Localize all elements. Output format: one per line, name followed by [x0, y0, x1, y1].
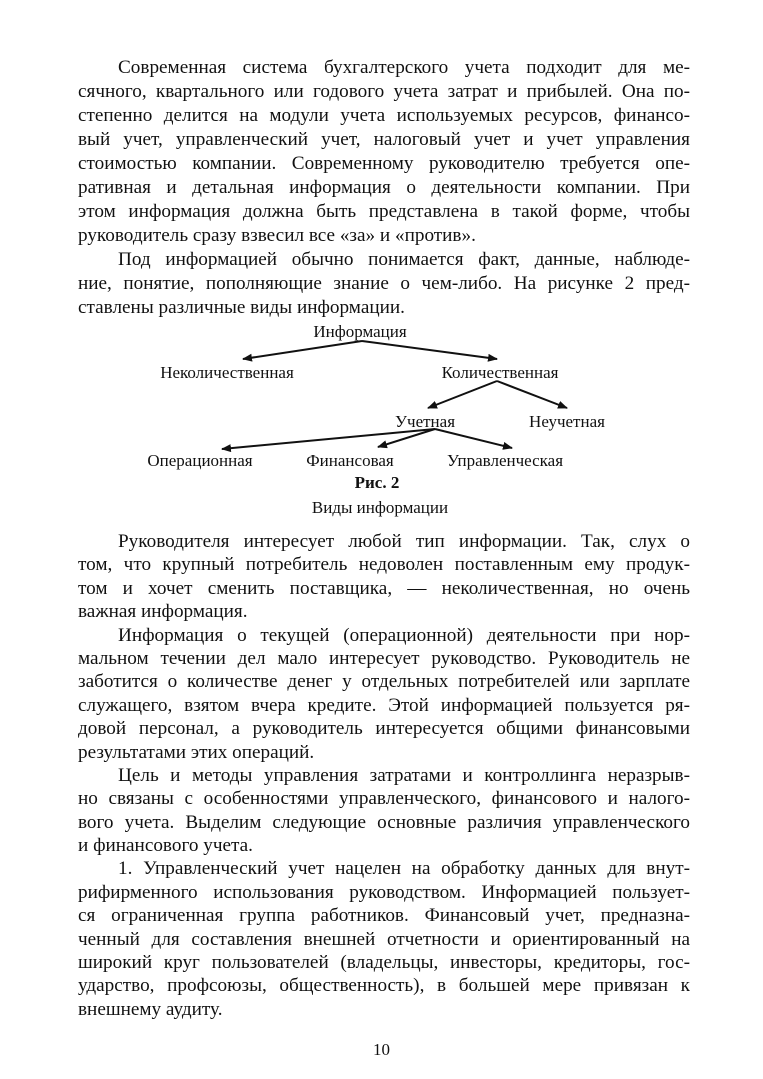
text-line: Цель и методы управления затратами и контроллинга неразрыв-: [118, 764, 690, 786]
text-line: ние, понятие, пополняющие знание о чем-либо. На рисунке 2 пред-: [78, 273, 690, 294]
text-line: ративная и детальная информация о деятельности компании. При: [78, 177, 690, 198]
arrow-quant-nonaccounting: [497, 381, 567, 408]
text-line: ся ограниченная группа работников. Финансовый учет, предназна-: [78, 905, 690, 927]
text-block-bottom: [78, 530, 690, 1021]
text-line: ударство, профсоюзы, общественность), в большей мере привязан к: [78, 975, 690, 997]
figure-caption: Виды информации: [311, 498, 449, 517]
text-line: Руководителя интересует любой тип информации. Так, слух о: [118, 531, 690, 552]
text-line: но связаны с особенностями управленческого, финансового и налого-: [78, 788, 690, 810]
text-line: и финансового учета.: [78, 835, 253, 857]
text-line: этом информация должна быть представлена в такой форме, чтобы: [78, 201, 690, 222]
text-line: Информация о текущей (операционной) деятельности при нор-: [118, 624, 690, 646]
text-line: ченный для составления внешней отчетности и ориентированный на: [78, 928, 690, 950]
text-line: важная информация.: [78, 601, 248, 623]
node-root: Информация: [313, 322, 407, 341]
node-accounting: Учетная: [394, 412, 456, 431]
information-types-diagram: [0, 0, 763, 530]
node-managerial: Управленческая: [446, 451, 564, 470]
text-line: руководитель сразу взвесил все «за» и «против».: [78, 225, 476, 246]
text-line: довой персонал, а руководитель интересуется общими финансовыми: [78, 718, 690, 740]
paragraph: [78, 530, 690, 624]
figure-label: Рис. 2: [354, 473, 400, 492]
paragraph: [78, 764, 690, 858]
text-line: вый учет, управленческий учет, налоговый учет и учет управления: [78, 129, 690, 150]
page-number: 10: [373, 1040, 390, 1059]
node-quant: Количественная: [441, 363, 559, 382]
text-line: результатами этих операций.: [78, 741, 315, 763]
text-line: стоимостью компании. Современному руководителю требуется опе-: [78, 153, 690, 174]
text-line: широкий круг пользователей (владельцы, инвесторы, кредиторы, гос-: [78, 952, 690, 974]
text-line: Под информацией обычно понимается факт, данные, наблюде-: [118, 249, 690, 270]
node-financial: Финансовая: [306, 451, 394, 470]
node-nonquant: Неколичественная: [160, 363, 294, 382]
text-line: рифирменного использования руководством. Информацией пользует-: [78, 881, 690, 903]
text-line: ставлены различные виды информации.: [78, 297, 405, 318]
text-line: внешнему аудиту.: [78, 998, 223, 1020]
text-line: вого учета. Выделим следующие основные различия управленческого: [78, 811, 690, 833]
arrow-root-nonquant: [243, 341, 362, 359]
paragraph: [78, 857, 690, 1021]
text-line: том и хочет сменить поставщика, — неколичественная, но очень: [78, 577, 690, 599]
node-operational: Операционная: [147, 451, 253, 470]
text-line: мальном течении дел мало интересует руководство. Руководитель не: [78, 647, 690, 669]
text-line: том, что крупный потребитель недоволен поставленным ему продук-: [78, 554, 690, 576]
arrow-root-quant: [362, 341, 497, 359]
arrow-accounting-managerial: [435, 429, 512, 448]
arrow-quant-accounting: [428, 381, 497, 408]
paragraph: [78, 624, 690, 764]
text-line: Современная система бухгалтерского учета подходит для ме-: [118, 57, 690, 78]
text-line: заботится о количестве денег у отдельных потребителей или зарплате: [78, 671, 690, 693]
text-line: сячного, квартального или годового учета затрат и прибылей. Она по-: [78, 81, 690, 102]
text-line: служащего, взятом вчера кредите. Этой информацией пользуется ря-: [78, 694, 690, 716]
node-nonaccounting: Неучетная: [529, 412, 605, 431]
text-line: степенно делится на модули учета используемых ресурсов, финансо-: [78, 105, 690, 126]
text-line: 1. Управленческий учет нацелен на обработку данных для внут-: [118, 858, 690, 880]
